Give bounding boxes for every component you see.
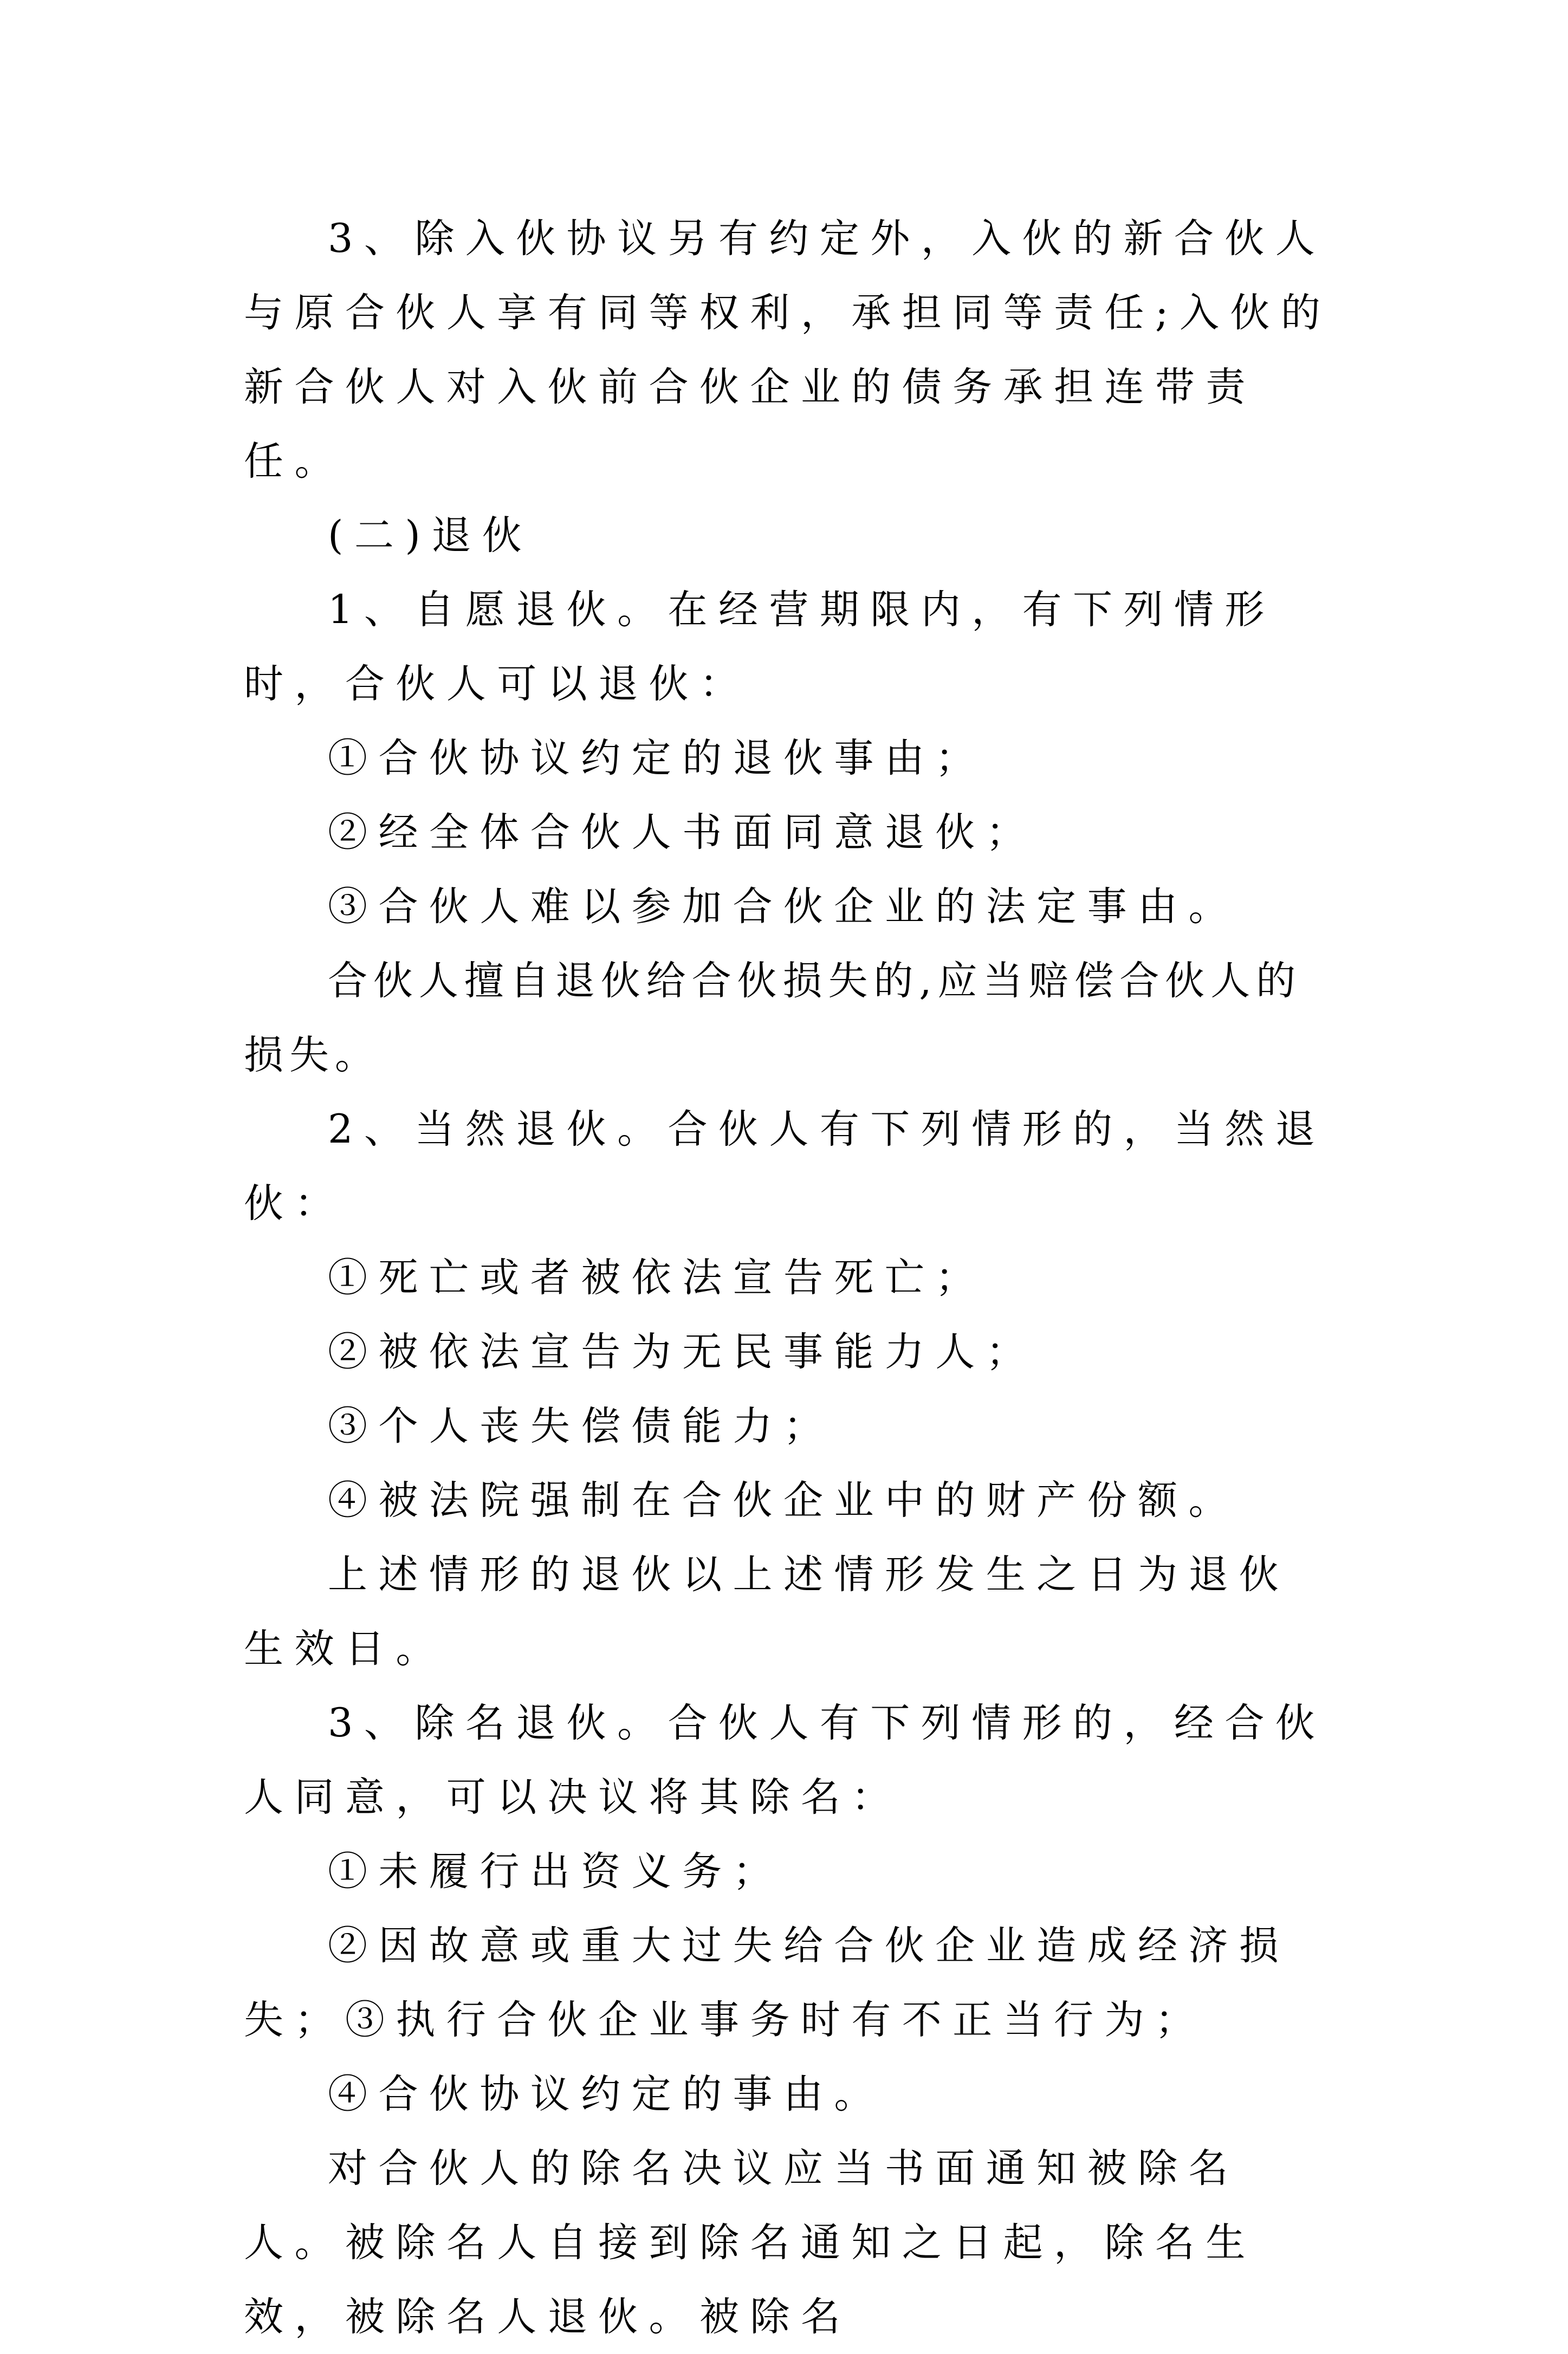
section-heading-withdrawal: (二)退伙	[328, 513, 533, 559]
paragraph-effective-date: 上述情形的退伙以上述情形发生之日为退伙生效日。	[244, 1552, 1290, 1672]
list-item-automatic-2: ②被依法宣告为无民事能力人；	[328, 1329, 1037, 1375]
list-item-automatic-3: ③个人丧失偿债能力；	[328, 1403, 834, 1449]
list-item-automatic-4: ④被法院强制在合伙企业中的财产份额。	[328, 1477, 1239, 1523]
list-item-voluntary-2: ②经全体合伙人书面同意退伙；	[328, 809, 1037, 855]
list-item-expulsion-4: ④合伙协议约定的事由。	[328, 2071, 885, 2117]
list-item-voluntary-1: ①合伙协议约定的退伙事由；	[328, 735, 986, 781]
list-item-automatic-1: ①死亡或者被依法宣告死亡；	[328, 1255, 986, 1301]
paragraph-expulsion: 3、除名退伙。合伙人有下列情形的，经合伙人同意，可以决议将其除名：	[244, 1700, 1326, 1820]
paragraph-voluntary-withdrawal: 1、自愿退伙。在经营期限内，有下列情形时，合伙人可以退伙：	[244, 587, 1275, 707]
list-item-expulsion-2-3: ②因故意或重大过失给合伙企业造成经济损失；③执行合伙企业事务时有不正当行为；	[244, 1923, 1290, 2043]
paragraph-expulsion-notice: 对合伙人的除名决议应当书面通知被除名人。被除名人自接到除名通知之日起，除名生效，被除名人退伙。被除名	[244, 2145, 1256, 2340]
paragraph-unauthorized-withdrawal: 合伙人擅自退伙给合伙损失的,应当赔偿合伙人的损失。	[244, 958, 1302, 1078]
paragraph-automatic-withdrawal: 2、当然退伙。合伙人有下列情形的，当然退伙：	[244, 1106, 1326, 1227]
paragraph-admission-rights: 3、除入伙协议另有约定外，入伙的新合伙人与原合伙人享有同等权利，承担同等责任;入伙的新合伙人对入伙前合伙企业的债务承担连带责任。	[244, 216, 1332, 484]
list-item-voluntary-3: ③合伙人难以参加合伙企业的法定事由。	[328, 884, 1239, 930]
list-item-expulsion-1: ①未履行出资义务；	[328, 1849, 783, 1895]
document-body	[244, 202, 1333, 2354]
